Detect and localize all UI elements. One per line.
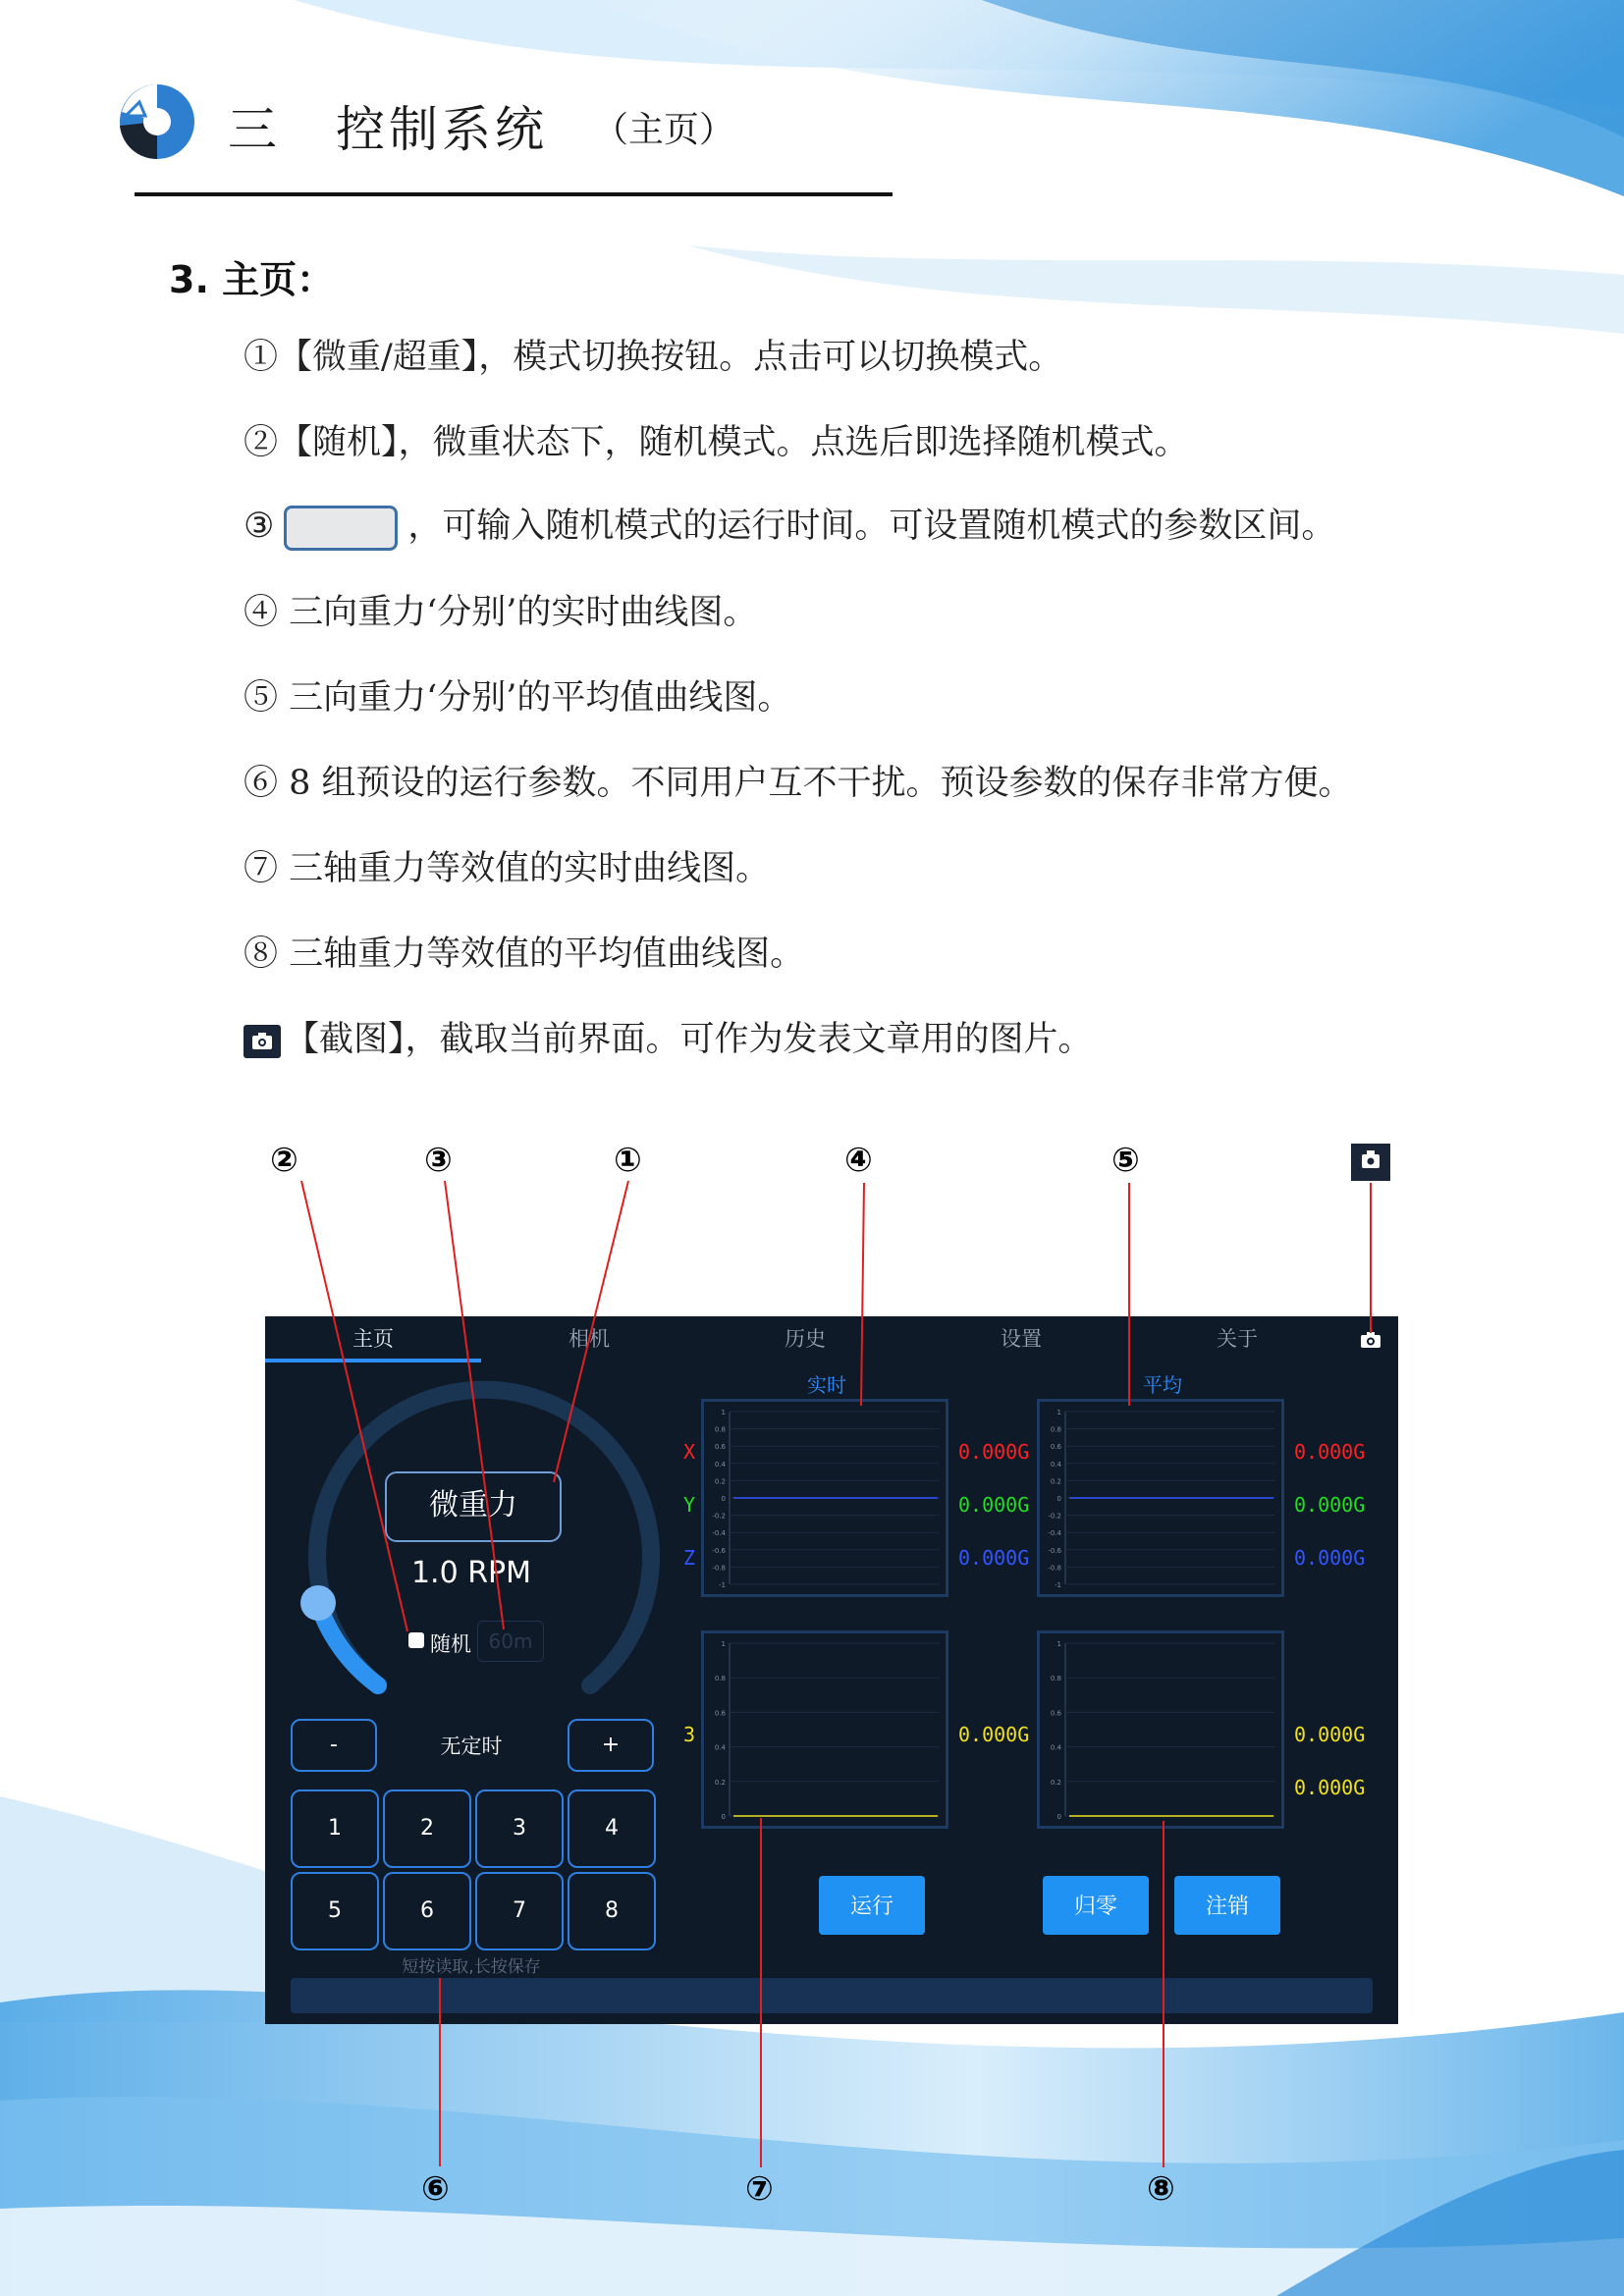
callout-3: ③ <box>424 1141 453 1180</box>
svg-text:-0.6: -0.6 <box>1048 1546 1061 1555</box>
screenshot-camera-icon[interactable] <box>1361 1332 1380 1348</box>
average-z-value: 0.000G <box>1294 1546 1366 1570</box>
callout-1: ① <box>614 1141 642 1180</box>
tab-home[interactable]: 主页 <box>352 1327 394 1351</box>
callout-4: ④ <box>844 1141 873 1180</box>
svg-text:-1: -1 <box>719 1581 726 1589</box>
svg-text:0.6: 0.6 <box>1050 1443 1061 1452</box>
timer-label: 无定时 <box>440 1735 503 1758</box>
svg-text:-0.8: -0.8 <box>1048 1564 1061 1573</box>
svg-text:0.2: 0.2 <box>1050 1778 1061 1787</box>
average-chart-title: 平均 <box>1143 1373 1182 1397</box>
average-y-value: 0.000G <box>1294 1493 1366 1517</box>
logo-icon <box>118 82 196 161</box>
header-rule <box>135 192 893 196</box>
app-screenshot <box>265 1316 1398 2024</box>
preset-button-3[interactable]: 3 <box>475 1789 564 1868</box>
item-8: ⑧ 三轴重力等效值的平均值曲线图。 <box>244 934 805 974</box>
svg-text:0.2: 0.2 <box>714 1778 726 1787</box>
camera-icon <box>244 1025 281 1058</box>
run-button[interactable]: 运行 <box>819 1876 925 1935</box>
svg-text:0.4: 0.4 <box>714 1743 726 1752</box>
svg-text:0: 0 <box>1056 1495 1061 1503</box>
average-equiv-value-1: 0.000G <box>1294 1723 1366 1746</box>
random-time-input[interactable]: 60m <box>477 1621 544 1662</box>
sample-input-icon <box>284 506 398 551</box>
item-2: ②【随机】，微重状态下，随机模式。点选后即选择随机模式。 <box>244 423 1189 462</box>
svg-text:0.4: 0.4 <box>714 1460 726 1468</box>
average-xyz-chart <box>1037 1399 1284 1597</box>
item-5: ⑤ 三向重力‘分别’的平均值曲线图。 <box>244 678 792 718</box>
item-3: ③ ，可输入随机模式的运行时间。可设置随机模式的参数区间。 <box>244 499 1335 551</box>
svg-text:0.4: 0.4 <box>1050 1743 1061 1752</box>
svg-text:0.6: 0.6 <box>714 1443 726 1452</box>
svg-text:0.8: 0.8 <box>714 1425 726 1434</box>
preset-button-4[interactable]: 4 <box>568 1789 656 1868</box>
item-1: ①【微重/超重】，模式切换按钮。点击可以切换模式。 <box>244 338 1063 377</box>
preset-button-8[interactable]: 8 <box>568 1872 656 1950</box>
svg-text:-0.8: -0.8 <box>712 1564 726 1573</box>
svg-text:1: 1 <box>721 1409 726 1416</box>
item-4: ④ 三向重力‘分别’的实时曲线图。 <box>244 593 758 632</box>
random-checkbox[interactable] <box>408 1632 424 1648</box>
svg-text:0.8: 0.8 <box>714 1675 726 1683</box>
svg-text:0.8: 0.8 <box>1050 1675 1061 1683</box>
gauge-knob[interactable] <box>300 1585 336 1621</box>
preset-button-7[interactable]: 7 <box>475 1872 564 1950</box>
axis-x-label: X <box>683 1440 696 1464</box>
status-bar <box>291 1978 1373 2013</box>
realtime-z-value: 0.000G <box>958 1546 1030 1570</box>
svg-text:-0.2: -0.2 <box>1048 1512 1061 1521</box>
preset-button-1[interactable]: 1 <box>291 1789 379 1868</box>
svg-text:0: 0 <box>721 1495 726 1503</box>
plus-button[interactable]: + <box>568 1719 654 1772</box>
realtime-y-value: 0.000G <box>958 1493 1030 1517</box>
tab-about[interactable]: 关于 <box>1217 1327 1258 1351</box>
tab-settings[interactable]: 设置 <box>1001 1327 1042 1351</box>
svg-text:0.8: 0.8 <box>1050 1425 1061 1434</box>
tab-camera[interactable]: 相机 <box>568 1327 610 1351</box>
mode-toggle-button[interactable]: 微重力 <box>385 1471 562 1542</box>
average-x-value: 0.000G <box>1294 1440 1366 1464</box>
realtime-xyz-chart <box>701 1399 948 1597</box>
section-title: 3. 主页： <box>169 258 335 301</box>
page-title: 三 控制系统 <box>228 101 548 158</box>
tab-history[interactable]: 历史 <box>785 1327 826 1351</box>
svg-text:-0.6: -0.6 <box>712 1546 726 1555</box>
svg-text:-0.4: -0.4 <box>1048 1529 1061 1538</box>
svg-text:0.6: 0.6 <box>714 1709 726 1718</box>
random-label: 随机 <box>430 1632 471 1656</box>
svg-text:-0.4: -0.4 <box>712 1529 726 1538</box>
zero-button[interactable]: 归零 <box>1043 1876 1149 1935</box>
callout-8: ⑧ <box>1147 2169 1175 2209</box>
svg-text:0.2: 0.2 <box>714 1477 726 1486</box>
svg-text:1: 1 <box>721 1640 726 1648</box>
svg-text:1: 1 <box>1056 1640 1061 1648</box>
realtime-equiv-chart <box>701 1630 948 1829</box>
callout-2: ② <box>270 1141 298 1180</box>
callout-7: ⑦ <box>745 2169 774 2209</box>
minus-button[interactable]: - <box>291 1719 377 1772</box>
realtime-chart-title: 实时 <box>807 1373 846 1397</box>
average-equiv-value-2: 0.000G <box>1294 1776 1366 1799</box>
svg-text:0.2: 0.2 <box>1050 1477 1061 1486</box>
svg-text:1: 1 <box>1056 1409 1061 1416</box>
logout-button[interactable]: 注销 <box>1174 1876 1280 1935</box>
svg-text:-0.2: -0.2 <box>712 1512 726 1521</box>
item-7: ⑦ 三轴重力等效值的实时曲线图。 <box>244 849 771 888</box>
preset-hint: 短按读取,长按保存 <box>402 1957 541 1977</box>
preset-button-2[interactable]: 2 <box>383 1789 471 1868</box>
preset-button-6[interactable]: 6 <box>383 1872 471 1950</box>
rpm-readout: 1.0 RPM <box>410 1556 532 1590</box>
item-6: ⑥ 8 组预设的运行参数。不同用户互不干扰。预设参数的保存非常方便。 <box>244 764 1353 803</box>
average-equiv-chart <box>1037 1630 1284 1829</box>
svg-text:0.4: 0.4 <box>1050 1460 1061 1468</box>
svg-text:0: 0 <box>1056 1813 1061 1821</box>
svg-text:0: 0 <box>721 1813 726 1821</box>
equiv-label: 3 <box>683 1723 696 1746</box>
realtime-equiv-value: 0.000G <box>958 1723 1030 1746</box>
callout-5: ⑤ <box>1111 1141 1140 1180</box>
preset-button-5[interactable]: 5 <box>291 1872 379 1950</box>
realtime-x-value: 0.000G <box>958 1440 1030 1464</box>
svg-text:-1: -1 <box>1055 1581 1061 1589</box>
callout-6: ⑥ <box>421 2169 450 2209</box>
item-screenshot: 【截图】，截取当前界面。可作为发表文章用的图片。 <box>244 1012 1093 1061</box>
page-subtitle: （主页） <box>593 110 735 150</box>
axis-z-label: Z <box>683 1546 696 1570</box>
axis-y-label: Y <box>683 1493 696 1517</box>
svg-text:0.6: 0.6 <box>1050 1709 1061 1718</box>
